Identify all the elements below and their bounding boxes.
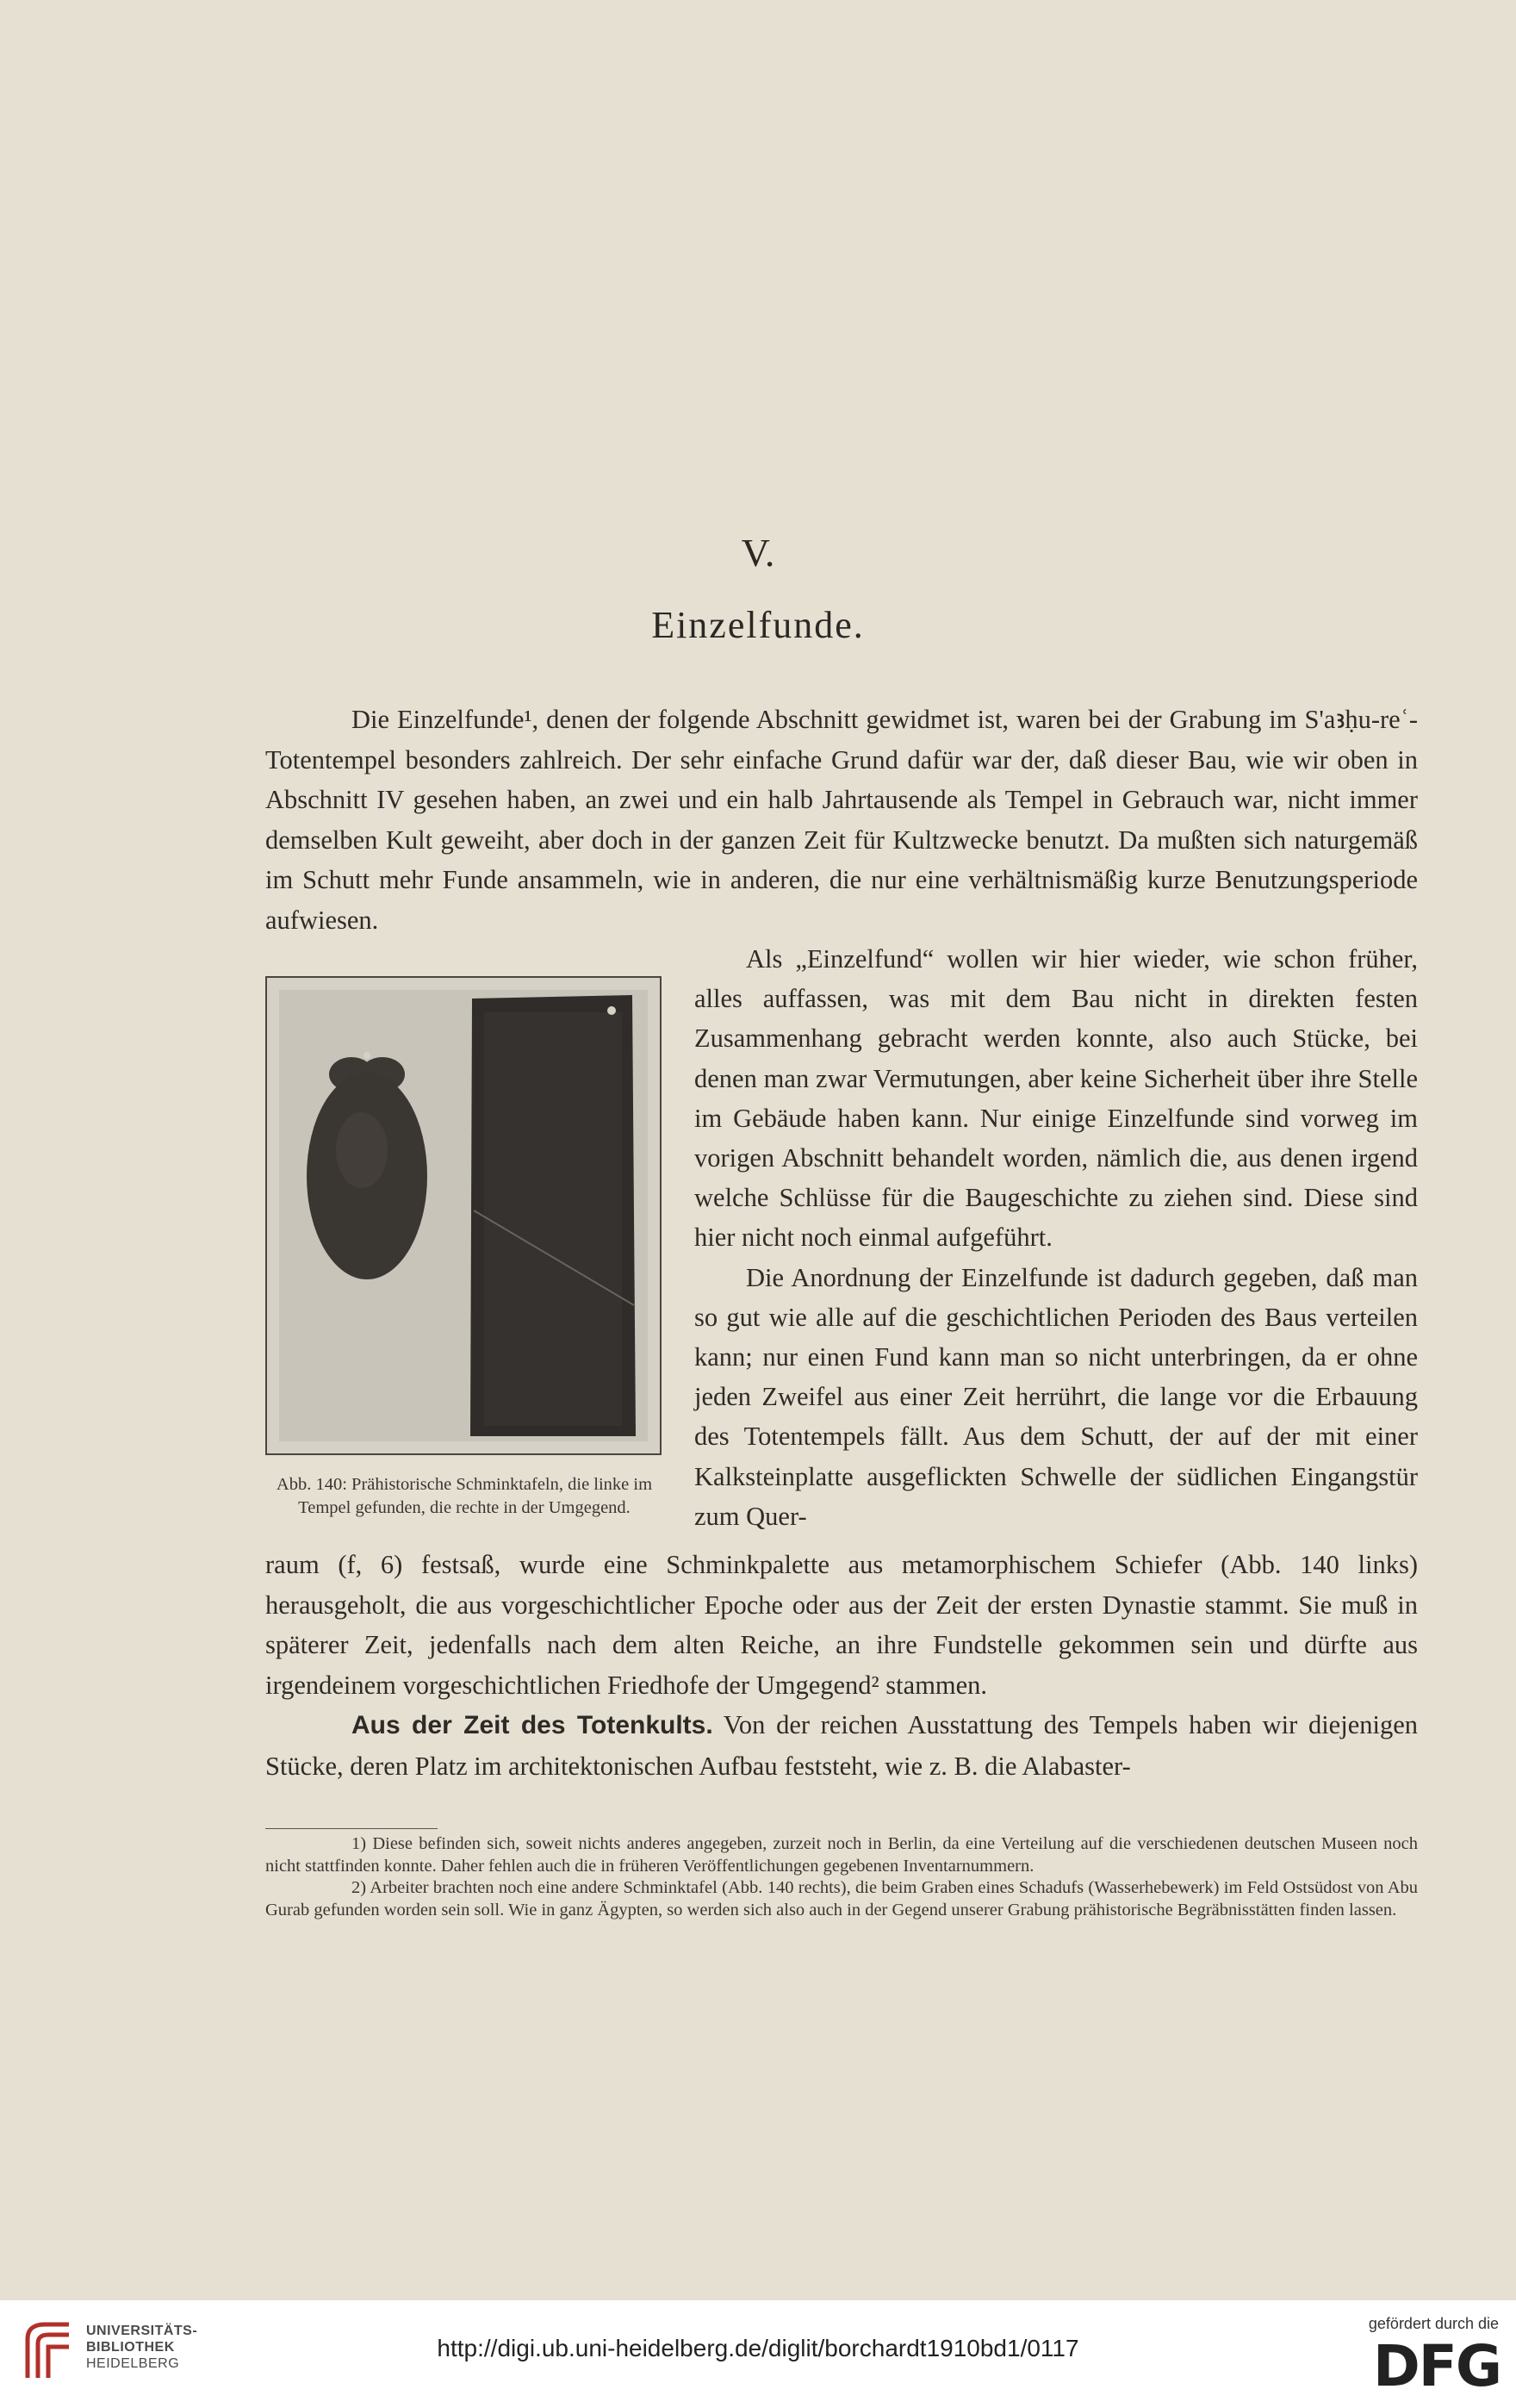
paragraph: Die Anordnung der Einzelfunde ist dadurch gegeben, daß man so gut wie alle auf die geschichtlichen Perioden des Baus verteilen kann; nur einen Fund kann man so nicht unterbringen, da er ohne jeden Zweifel aus einer Zeit herrührt, die lange vor die Erbauung des Totentempels fällt. Aus dem Schutt, der auf der mit einer Kalksteinplatte ausgeflickten Schwelle der südlichen Eingangstür zum Quer- bbox=[694, 1262, 1418, 1531]
continued-text bbox=[265, 1545, 1418, 1786]
figure-abb-140 bbox=[265, 976, 662, 1455]
section-heading: Aus der Zeit des Totenkults. bbox=[351, 1711, 713, 1739]
footnote-divider bbox=[265, 1828, 438, 1829]
footnotes bbox=[265, 1833, 1418, 1921]
figure-caption: Abb. 140: Prähistorische Schminktafeln, die linke im Tempel gefunden, die rechte in der Umgegend. bbox=[276, 1475, 653, 1517]
paragraph: raum (f, 6) festsaß, wurde eine Schminkpalette aus metamorphischem Schiefer (Abb. 140 links) herausgeholt, die aus vorgeschichtlicher Epoche oder aus der Zeit der ersten Dynastie stammt. Sie muß in späterer Zeit, jedenfalls nach dem alten Reiche, an ihre Fundstelle gekommen sein und dürfte aus irgendeinem vorgeschichtlichen Friedhofe der Umgegend² stammen. bbox=[265, 1550, 1418, 1700]
paragraph: Die Einzelfunde¹, denen der folgende Abschnitt gewidmet ist, waren bei der Grabung im S'aꜣḥu-reʿ-Totentempel besonders zahlreich. Der sehr einfache Grund dafür war der, daß dieser Bau, wie wir oben in Abschnitt IV gesehen haben, an zwei und ein halb Jahrtausende als Tempel in Gebrauch war, nicht immer demselben Kult geweiht, aber doch in der ganzen Zeit für Kultzwecke benutzt. Da mußten sich naturgemäß im Schutt mehr Funde ansammeln, wie in anderen, die nur eine verhältnismäßig kurze Benutzungsperiode aufwiesen. bbox=[265, 705, 1418, 935]
footnote: 1) Diese befinden sich, soweit nichts anderes angegeben, zurzeit noch in Berlin, da eine Verteilung auf die verschiedenen deutschen Museen noch nicht stattfinden konnte. Daher fehlen auch die in früheren Veröffentlichungen gegebenen Inventarnummern. bbox=[265, 1834, 1418, 1876]
dfg-logo[interactable]: DFG bbox=[1372, 2333, 1500, 2399]
section-paragraph bbox=[265, 1705, 1418, 1786]
side-text bbox=[694, 939, 1418, 1536]
chapter-title: Einzelfunde. bbox=[651, 604, 865, 646]
paragraph: Als „Einzelfund“ wollen wir hier wieder, wie schon früher, alles auffassen, was mit dem Bau nicht in direkten festen Zusammenhang gebracht werden konnte, also auch Stücke, bei denen man zwar Vermutungen, aber keine Sicherheit über ihre Stelle im Gebäude haben kann. Nur einige Einzelfunde sind vorweg im vorigen Abschnitt behandelt worden, nämlich die, aus denen irgend welche Schlüsse für die Baugeschichte zu ziehen sind. Diese sind hier nicht noch einmal aufgeführt. bbox=[694, 944, 1418, 1253]
funding-label: gefördert durch die bbox=[1368, 2315, 1499, 2332]
chapter-number: V. bbox=[741, 531, 775, 575]
page-url-link[interactable]: http://digi.ub.uni-heidelberg.de/diglit/borchardt1910bd1/0117 bbox=[437, 2335, 1079, 2361]
library-line: UNIVERSITÄTS- bbox=[86, 2324, 198, 2338]
library-line: HEIDELBERG bbox=[86, 2356, 180, 2371]
intro-text bbox=[265, 700, 1418, 940]
footnote: 2) Arbeiter brachten noch eine andere Schminktafel (Abb. 140 rechts), die beim Graben eines Schadufs (Wasserhebewerk) im Feld Ostsüdost von Abu Gurab gefunden worden sein soll. Wie in ganz Ägypten, so werden sich also auch in der Gegend unserer Grabung prähistorische Begräbnisstätten finden lassen. bbox=[265, 1878, 1418, 1920]
figure-image bbox=[267, 978, 660, 1453]
section-text: Von der reichen Ausstattung des Tempels haben wir diejenigen Stücke, deren Platz im architektonischen Aufbau feststeht, wie z. B. die Alabaster- bbox=[265, 1710, 1418, 1781]
palette-right bbox=[470, 995, 636, 1436]
library-line: BIBLIOTHEK bbox=[86, 2340, 175, 2355]
